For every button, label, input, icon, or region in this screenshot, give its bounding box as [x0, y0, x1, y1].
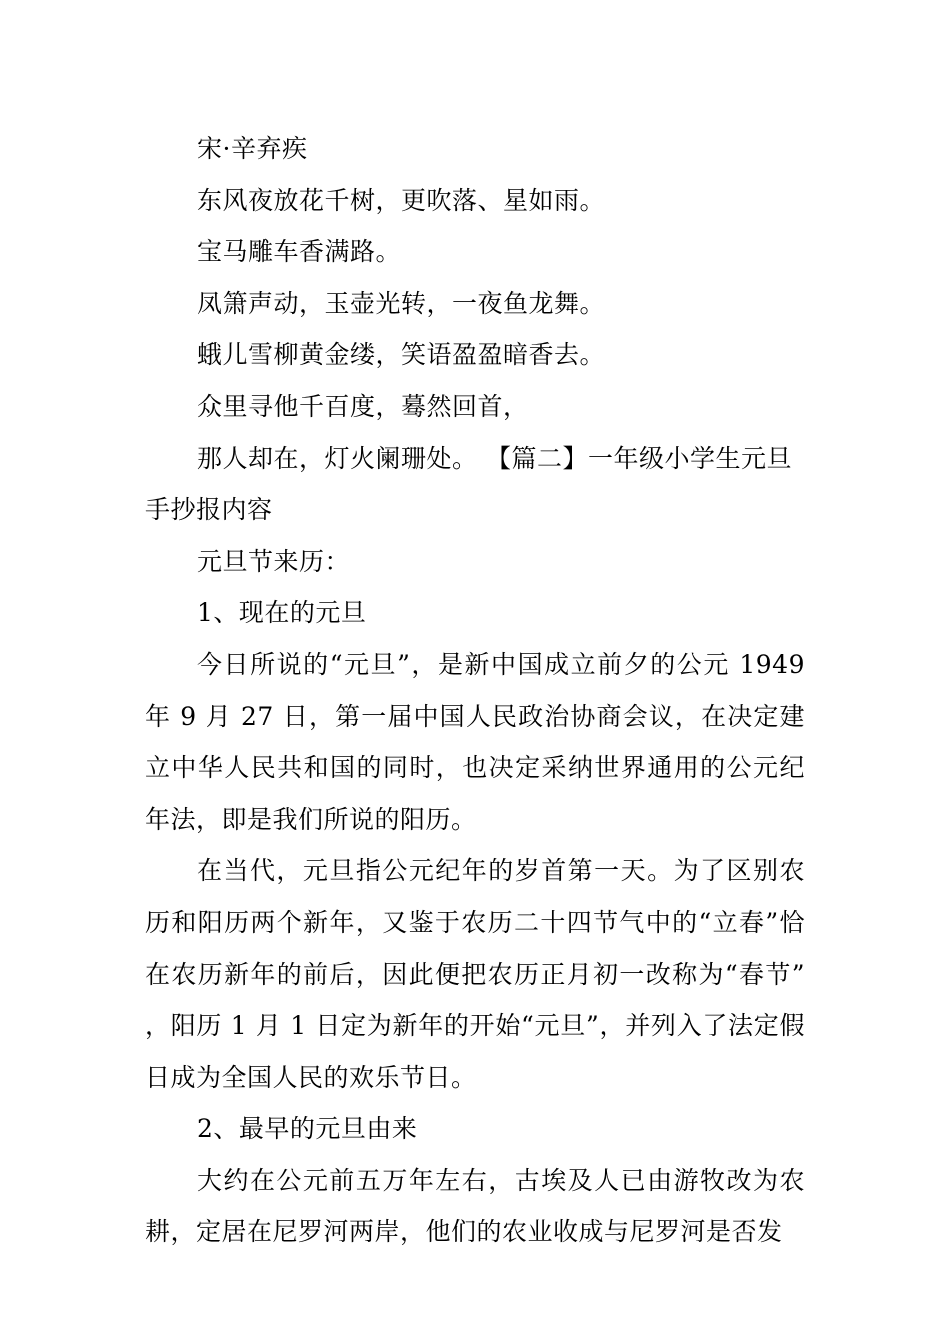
poem-author: 宋·辛弃疾	[197, 134, 308, 163]
paragraph: 大约在公元前五万年左右，古埃及人已由游牧改为农耕，定居在尼罗河两岸，他们的农业收成与尼罗河是否发	[145, 1165, 805, 1247]
poem-line: 东风夜放花千树，更吹落、星如雨。	[197, 185, 606, 215]
poem-line: 蛾儿雪柳黄金缕，笑语盈盈暗香去。	[197, 340, 606, 370]
section-heading: 元旦节来历：	[197, 546, 351, 576]
subheading-earliest-new-year: 2、最早的元旦由来	[197, 1114, 418, 1144]
poem-last-line: 那人却在，灯火阑珊处。 【篇二】一年级小学生元旦	[197, 443, 792, 473]
section-title-continuation: 手抄报内容	[145, 495, 273, 525]
document-body	[145, 123, 805, 1258]
poem-line: 凤箫声动，玉壶光转，一夜鱼龙舞。	[197, 288, 606, 318]
poem-line: 众里寻他千百度，蓦然回首，	[197, 391, 529, 421]
subheading-current-new-year: 1、现在的元旦	[197, 598, 367, 628]
poem-line: 宝马雕车香满路。	[197, 237, 402, 267]
paragraph: 在当代，元旦指公元纪年的岁首第一天。为了区别农历和阳历两个新年，又鉴于农历二十四节气中的“立春”恰在农历新年的前后，因此便把农历正月初一改称为“春节”，阳历 1 月 1 日定为新年的开始“元旦”，并列入了法定假日成为全国人民的欢乐节日。	[145, 856, 805, 1092]
paragraph: 今日所说的“元旦”，是新中国成立前夕的公元 1949 年 9 月 27 日，第一届中国人民政治协商会议，在决定建立中华人民共和国的同时，也决定采纳世界通用的公元纪年法，即是我们所说的阳历。	[145, 649, 805, 834]
